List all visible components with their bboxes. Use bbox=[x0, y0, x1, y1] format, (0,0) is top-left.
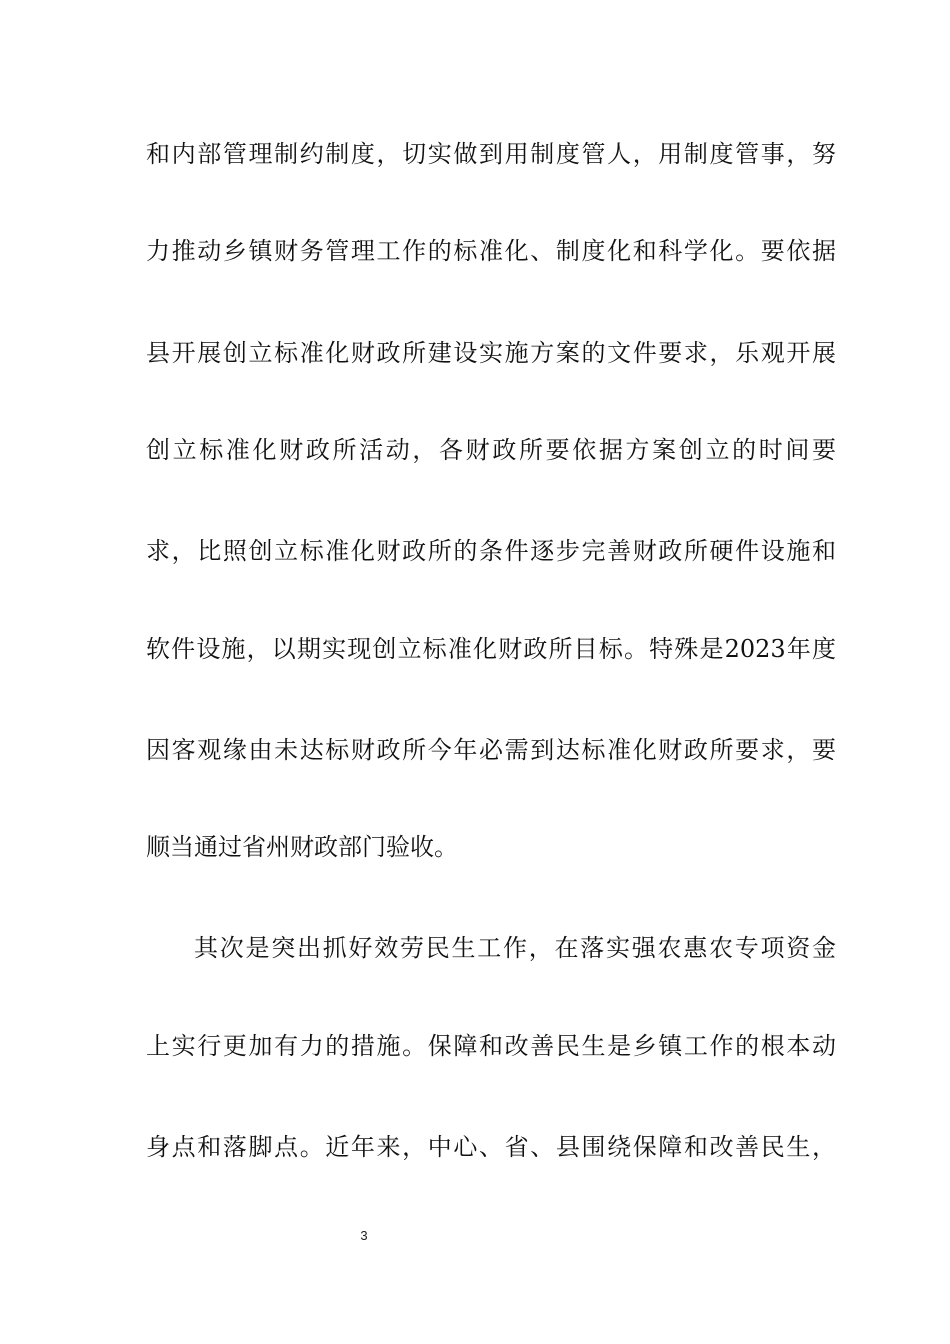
text-line: 其次是突出抓好效劳民生工作，在落实强农惠农专项资金 bbox=[194, 934, 836, 962]
text-line: 上实行更加有力的措施。保障和改善民生是乡镇工作的根本动 bbox=[146, 1032, 836, 1060]
text-line: 顺当通过省州财政部门验收。 bbox=[146, 833, 458, 861]
text-line: 县开展创立标准化财政所建设实施方案的文件要求，乐观开展 bbox=[146, 339, 836, 367]
text-line: 求，比照创立标准化财政所的条件逐步完善财政所硬件设施和 bbox=[146, 537, 836, 565]
text-line: 和内部管理制约制度，切实做到用制度管人，用制度管事，努 bbox=[146, 140, 836, 168]
text-line: 创立标准化财政所活动，各财政所要依据方案创立的时间要 bbox=[146, 436, 836, 464]
text-line: 力推动乡镇财务管理工作的标准化、制度化和科学化。要依据 bbox=[146, 237, 836, 265]
page-number: 3 bbox=[360, 1228, 368, 1243]
text-line: 软件设施，以期实现创立标准化财政所目标。特殊是2023年度 bbox=[146, 635, 836, 663]
text-line: 因客观缘由未达标财政所今年必需到达标准化财政所要求，要 bbox=[146, 736, 836, 764]
text-line: 身点和落脚点。近年来，中心、省、县围绕保障和改善民生， bbox=[146, 1133, 836, 1161]
